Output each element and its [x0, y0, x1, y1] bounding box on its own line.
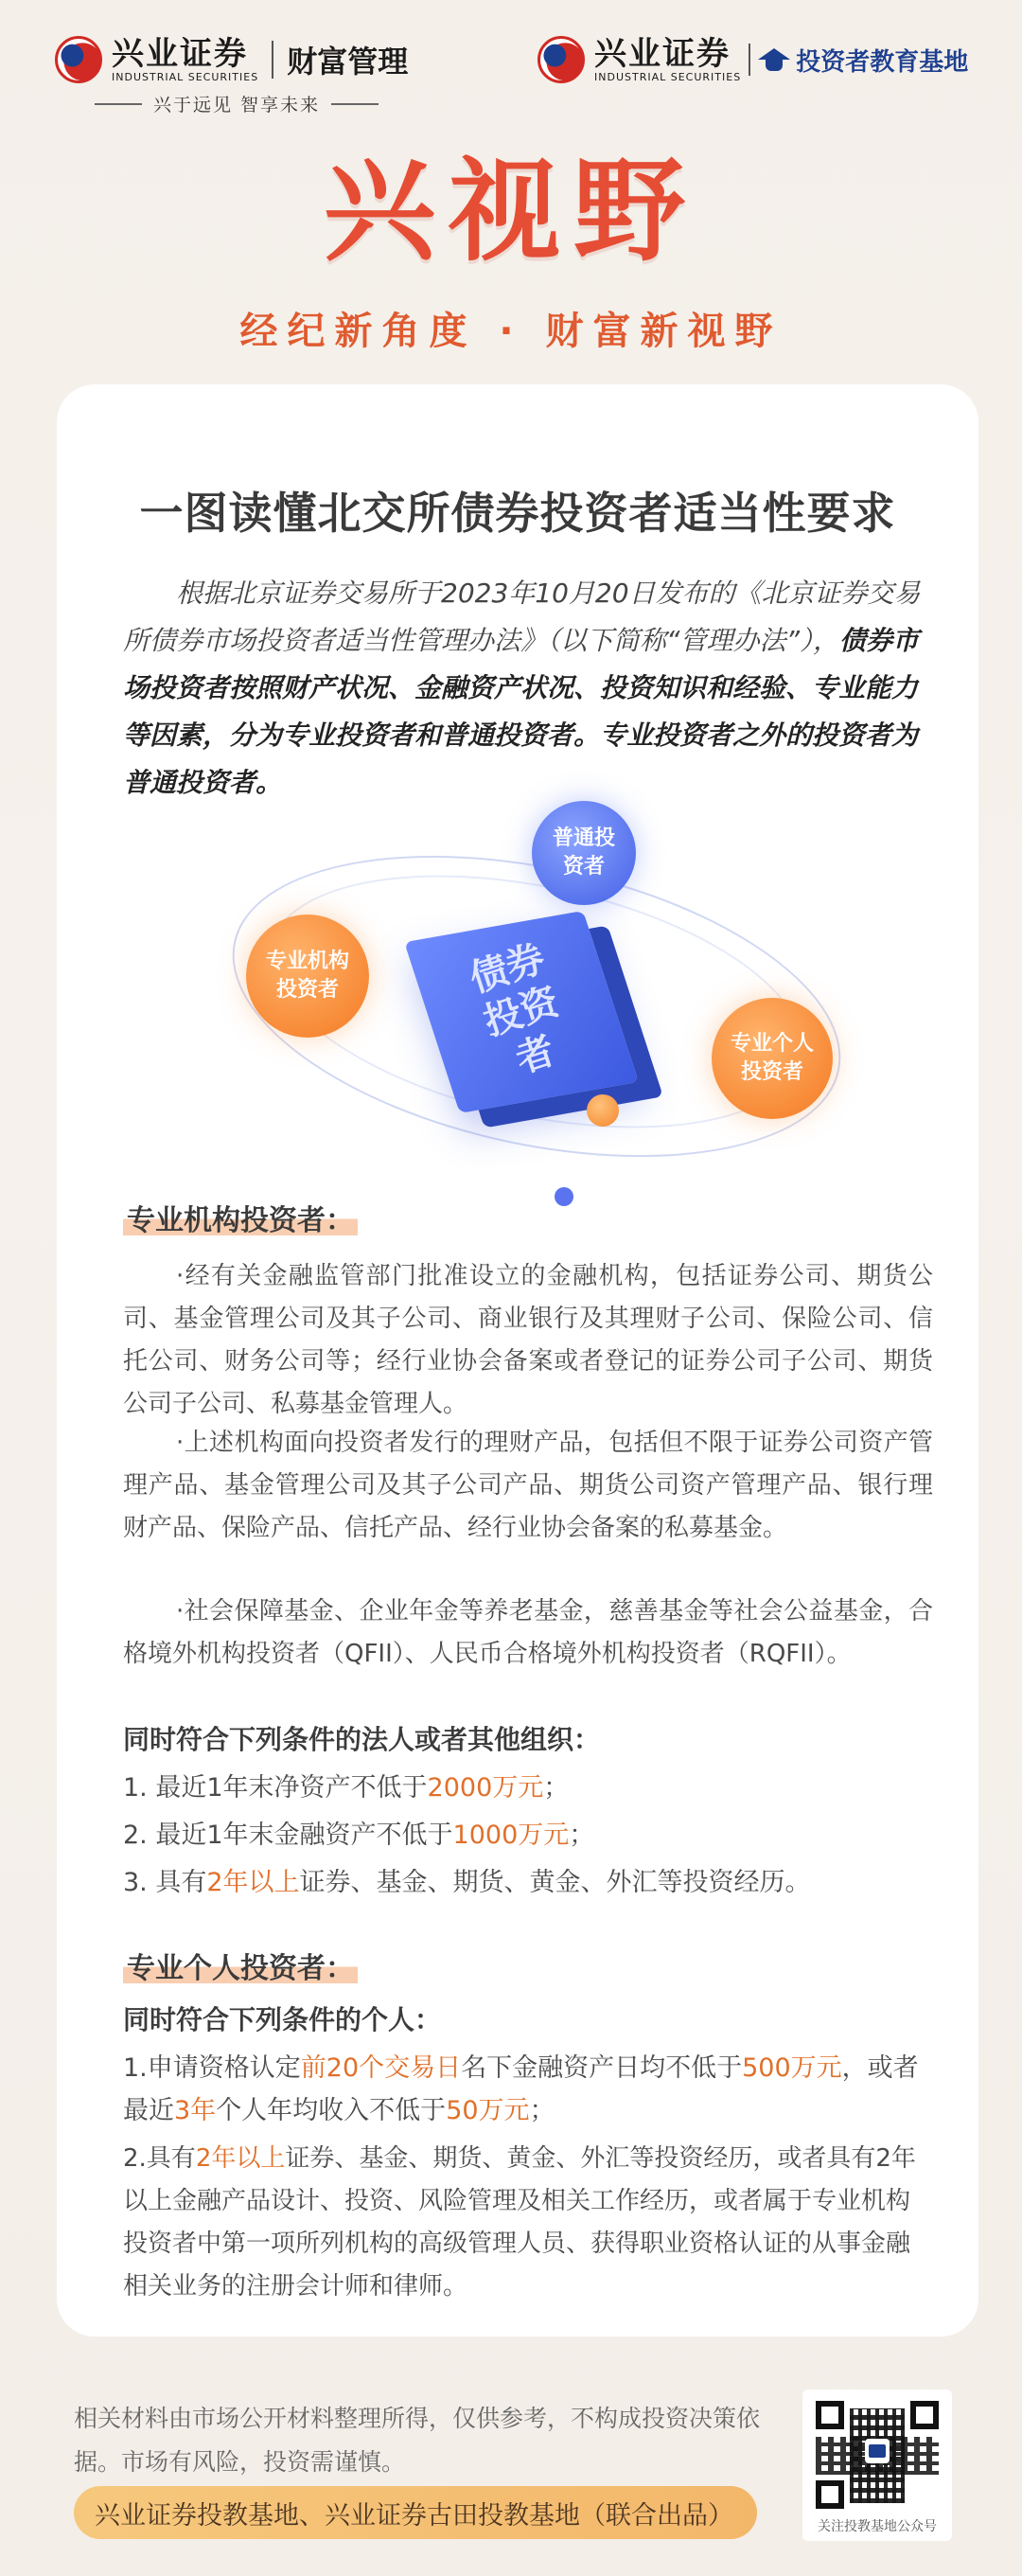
logo-en: INDUSTRIAL SECURITIES: [594, 70, 742, 83]
brand-unit: 财富管理: [287, 44, 409, 80]
individual-conditions-title: 同时符合下列条件的个人：: [123, 2004, 442, 2035]
qr-finder-icon: [816, 2401, 844, 2429]
edu-base-label: 投资者教育基地: [796, 47, 969, 77]
institutional-item-2: ·上述机构面向投资者发行的理财产品，包括但不限于证券公司资产管理产品、基金管理公司及其子公司产品、期货公司资产管理产品、银行理财产品、保险产品、信托产品、经行业协会备案的私募基金。: [123, 1429, 933, 1542]
logo-en: INDUSTRIAL SECURITIES: [112, 70, 259, 83]
qr-caption: 关注投教基地公众号: [818, 2519, 937, 2534]
producer-label: 兴业证券投教基地、兴业证券古田投教基地（联合出品）: [95, 2500, 733, 2531]
section-heading-individual: 专业个人投资者：: [123, 1945, 358, 1986]
institutional-investor-bubble: 专业机构投资者: [246, 915, 369, 1038]
individual-condition-1: 1.申请资格认定前20个交易日名下金融资产日均不低于500万元，或者最近3年个人年均收入不低于50万元；: [123, 2053, 919, 2125]
investor-diagram: [227, 791, 852, 1189]
content-card: [57, 384, 978, 2336]
graduation-cap-icon: [758, 46, 790, 73]
brand-left: [55, 36, 408, 83]
intro-paragraph: [123, 570, 933, 807]
producer-bar: [74, 2486, 757, 2539]
institutional-item-1: ·经有关金融监管部门批准设立的金融机构，包括证券公司、期货公司、基金管理公司及其子公司、商业银行及其理财子公司、保险公司、信托公司、财务公司等；经行业协会备案或者登记的证券公司子公司、期货公司子公司、私募基金管理人。: [123, 1262, 933, 1418]
institutional-item-3: ·社会保障基金、企业年金等养老基金，慈善基金等社会公益基金，合格境外机构投资者（QFII）、人民币合格境外机构投资者（RQFII）。: [123, 1597, 933, 1668]
disclaimer: 相关材料由市场公开材料整理所得，仅供参考，不构成投资决策依据。市场有风险，投资需谨慎。: [74, 2405, 761, 2476]
slogan-row: [95, 91, 379, 116]
banner-subtitle: 经纪新角度 · 财富新视野: [239, 310, 783, 353]
ordinary-investor-bubble: 普通投资者: [532, 801, 636, 905]
divider: [749, 44, 750, 76]
orbit-dot: [587, 1094, 619, 1127]
logo-name: 兴业证券: [112, 34, 248, 73]
logo-name: 兴业证券: [594, 34, 731, 73]
page-title: 一图读懂北交所债券投资者适当性要求: [139, 488, 896, 539]
divider: [272, 41, 273, 79]
individual-condition-2: 2.具有2年以上证券、基金、期货、黄金、外汇等投资经历，或者具有2年以上金融产品设计、投资、风险管理及相关工作经历，或者属于专业机构投资者中第一项所列机构的高级管理人员、获得职业资格认证的从事金融相关业务的注册会计师和律师。: [123, 2144, 916, 2301]
qr-finder-icon: [910, 2401, 939, 2429]
bond-investor-cube: 债券投资者: [404, 911, 639, 1113]
institutional-condition-3: 3. 具有2年以上证券、基金、期货、黄金、外汇等投资经历。: [123, 1868, 811, 1897]
institutional-condition-2: 2. 最近1年末金融资产不低于1000万元；: [123, 1821, 595, 1850]
brand-right: [537, 36, 968, 83]
intro-plain: 根据北京证券交易所于2023年10月20日发布的《北京证券交易所债券市场投资者适当性管理办法》（以下简称“管理办法”），: [123, 577, 921, 656]
banner-title: 兴视野: [323, 145, 698, 276]
qr-logo-icon: [865, 2439, 890, 2463]
intro-bold: 债券市场投资者按照财产状况、金融资产状况、投资知识和经验、专业能力等因素，分为专业投资者和普通投资者。专业投资者之外的投资者为普通投资者。: [123, 625, 920, 798]
industrial-securities-logo-icon: [55, 36, 102, 83]
qr-finder-icon: [816, 2480, 844, 2509]
orbit-dot: [555, 1187, 573, 1206]
institutional-conditions-title: 同时符合下列条件的法人或者其他组织：: [123, 1724, 601, 1755]
institutional-condition-1: 1. 最近1年末净资产不低于2000万元；: [123, 1773, 570, 1803]
industrial-securities-logo-icon: [537, 36, 585, 83]
slogan: 兴于远见 智享未来: [153, 95, 321, 115]
individual-investor-bubble: 专业个人投资者: [712, 998, 833, 1119]
header: [0, 0, 1022, 151]
qr-code[interactable]: [802, 2389, 952, 2541]
section-heading-institutional: 专业机构投资者：: [123, 1197, 358, 1238]
